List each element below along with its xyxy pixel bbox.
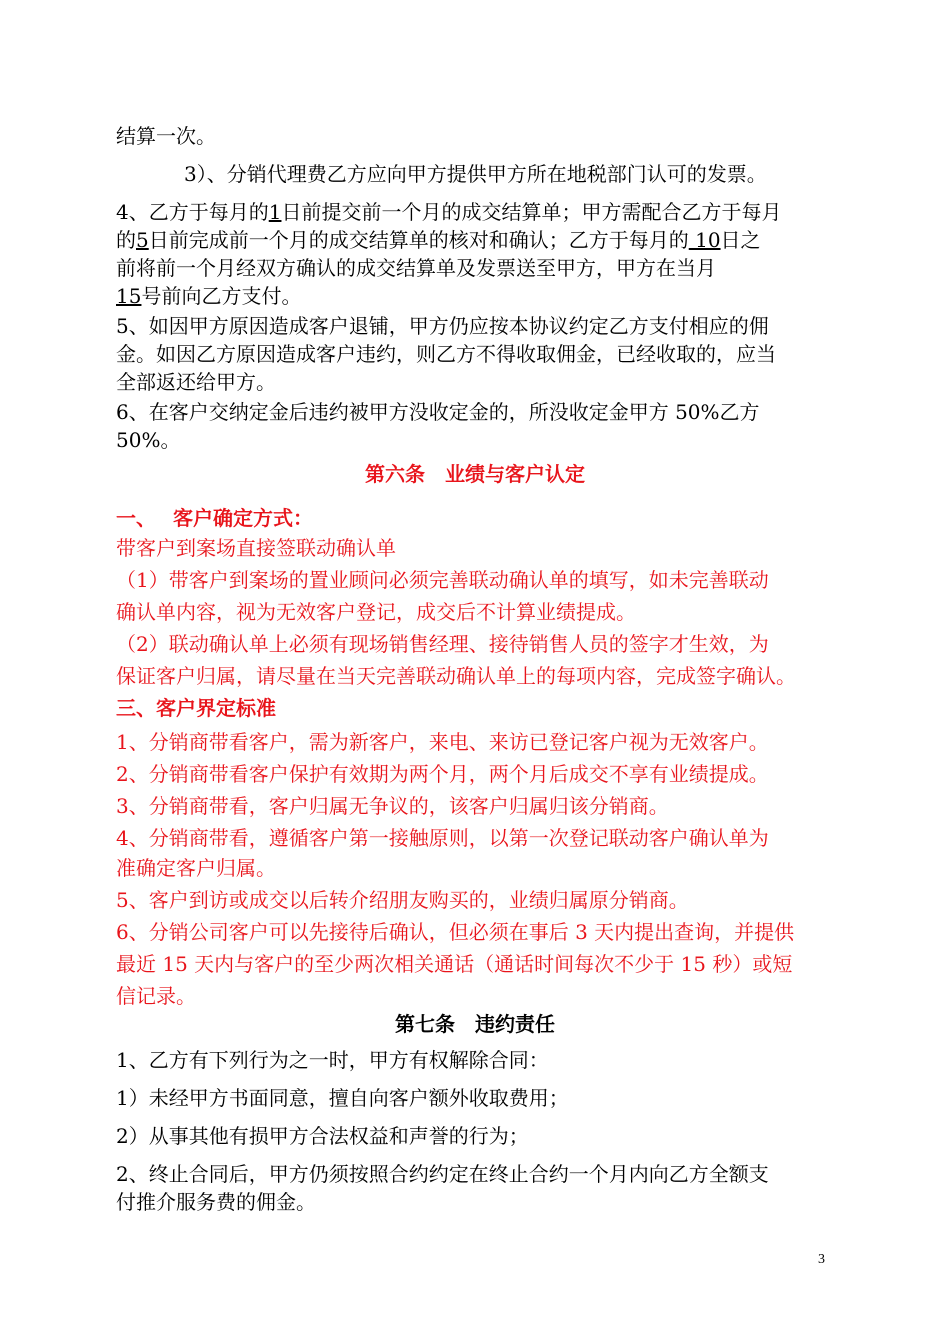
- text-line: 5、客户到访或成交以后转介绍朋友购买的，业绩归属原分销商。: [116, 888, 689, 912]
- text-span: 号前向乙方支付。: [141, 284, 302, 308]
- text-span: 4、乙方于每月的: [116, 200, 269, 224]
- section-heading: 第六条 业绩与客户认定: [365, 462, 585, 486]
- underlined-number: 15: [116, 284, 142, 308]
- text-line: 前将前一个月经双方确认的成交结算单及发票送至甲方，甲方在当月: [116, 256, 716, 280]
- text-line: 付推介服务费的佣金。: [116, 1190, 316, 1214]
- text-line: 3）、分销代理费乙方应向甲方提供甲方所在地税部门认可的发票。: [184, 162, 767, 186]
- underlined-number: 1: [268, 200, 282, 224]
- text-line: 50%。: [116, 428, 181, 452]
- sub-heading: 一、 客户确定方式：: [116, 506, 313, 530]
- text-line: 信记录。: [116, 984, 196, 1008]
- text-line: 1）未经甲方书面同意，擅自向客户额外收取费用；: [116, 1086, 569, 1110]
- text-line: 6、在客户交纳定金后违约被甲方没收定金的，所没收定金甲方 50%乙方: [116, 400, 760, 424]
- page-number: 3: [818, 1252, 825, 1267]
- underlined-number: 5: [136, 228, 149, 252]
- text-line: 最近 15 天内与客户的至少两次相关通话（通话时间每次不少于 15 秒）或短: [116, 952, 793, 976]
- text-line: 结算一次。: [116, 124, 216, 148]
- section-heading: 第七条 违约责任: [395, 1012, 555, 1036]
- underlined-number: 10: [688, 228, 721, 252]
- text-span: 的: [116, 228, 136, 252]
- text-line: 3、分销商带看，客户归属无争议的，该客户归属归该分销商。: [116, 794, 669, 818]
- text-line: 1、乙方有下列行为之一时，甲方有权解除合同：: [116, 1048, 549, 1072]
- text-span: 日之: [720, 228, 761, 252]
- text-line: 带客户到案场直接签联动确认单: [116, 536, 396, 560]
- text-line: [116, 226, 836, 254]
- text-line: 4、分销商带看，遵循客户第一接触原则，以第一次登记联动客户确认单为: [116, 826, 769, 850]
- text-line: 金。如因乙方原因造成客户违约，则乙方不得收取佣金，已经收取的，应当: [116, 342, 776, 366]
- text-line: 2）从事其他有损甲方合法权益和声誉的行为；: [116, 1124, 529, 1148]
- text-line: 1、分销商带看客户，需为新客户，来电、来访已登记客户视为无效客户。: [116, 730, 769, 754]
- text-span: 日前完成前一个月的成交结算单的核对和确认；乙方于每月的: [148, 228, 689, 252]
- text-line: [116, 282, 836, 310]
- text-line: [116, 198, 836, 226]
- text-line: 6、分销公司客户可以先接待后确认，但必须在事后 3 天内提出查询，并提供: [116, 920, 795, 944]
- text-line: （1）带客户到案场的置业顾问必须完善联动确认单的填写，如未完善联动: [116, 568, 769, 592]
- text-line: 全部返还给甲方。: [116, 370, 276, 394]
- text-line: 保证客户归属，请尽量在当天完善联动确认单上的每项内容，完成签字确认。: [116, 664, 796, 688]
- text-line: 2、终止合同后，甲方仍须按照合约约定在终止合约一个月内向乙方全额支: [116, 1162, 769, 1186]
- sub-heading: 三、客户界定标准: [116, 696, 276, 720]
- text-line: 5、如因甲方原因造成客户退铺，甲方仍应按本协议约定乙方支付相应的佣: [116, 314, 769, 338]
- text-span: 日前提交前一个月的成交结算单；甲方需配合乙方于每月: [281, 200, 782, 224]
- text-line: 2、分销商带看客户保护有效期为两个月，两个月后成交不享有业绩提成。: [116, 762, 769, 786]
- text-line: 准确定客户归属。: [116, 856, 276, 880]
- text-line: （2）联动确认单上必须有现场销售经理、接待销售人员的签字才生效，为: [116, 632, 769, 656]
- text-line: 确认单内容，视为无效客户登记，成交后不计算业绩提成。: [116, 600, 636, 624]
